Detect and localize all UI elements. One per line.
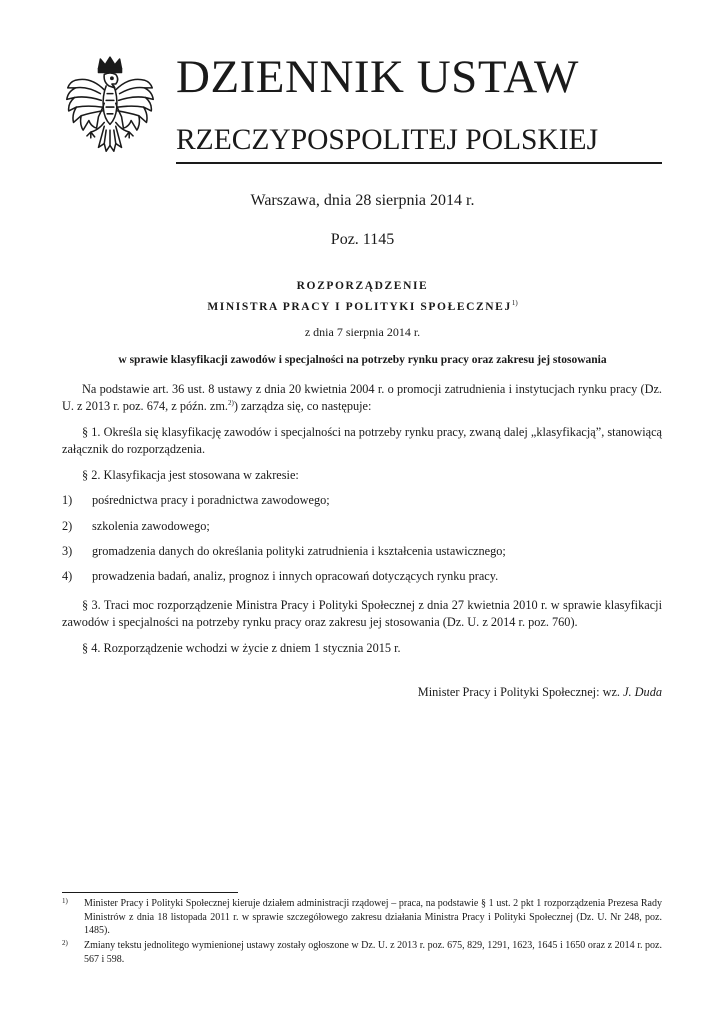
preamble-text-start: Na podstawie art. 36 ust. 8 ustawy z dnia 20 kwietnia 2004 r. o promocji zatrudnienia i instytucjach rynku pracy (Dz. U. z 2013 r. poz. 674, z późn. zm. [62, 382, 662, 413]
act-authority-text: MINISTRA PRACY I POLITYKI SPOŁECZNEJ [207, 301, 512, 313]
list-item-number: 2) [62, 519, 73, 533]
footnote-mark: 2) [62, 939, 68, 947]
preamble [62, 381, 662, 415]
polish-white-eagle-icon [62, 55, 158, 163]
act-type: ROZPORZĄDZENIE [296, 280, 429, 292]
section-1: § 1. Określa się klasyfikację zawodów i specjalności na potrzeby rynku pracy, zwaną dalej „klasyfikacją”, stanowiącą załącznik do rozporządzenia. [62, 425, 662, 456]
signature [418, 684, 662, 701]
footnote-text: Zmiany tekstu jednolitego wymienionej ustawy zostały ogłoszone w Dz. U. z 2013 r. poz. 675, 829, 1291, 1623, 1645 i 1650 oraz z 2014 r. poz. 567 i 598. [84, 940, 662, 965]
footnote-text: Minister Pracy i Polityki Społecznej kieruje działem administracji rządowej – praca, na podstawie § 1 ust. 2 pkt 1 rozporządzenia Prezesa Rady Ministrów z dnia 18 listopada 2011 r. w sprawie szczegółowego zakresu działania Ministra Pracy i Polityki Społecznej (Dz. U. Nr 248, poz. 1485). [84, 898, 662, 936]
list-item-number: 4) [62, 569, 73, 583]
section-2-intro: § 2. Klasyfikacja jest stosowana w zakresie: [82, 468, 299, 482]
act-subject: w sprawie klasyfikacji zawodów i specjalności na potrzeby rynku pracy oraz zakresu jej stosowania [118, 354, 607, 366]
list-item-text: gromadzenia danych do określania polityki zatrudnienia i kształcenia ustawicznego; [92, 544, 506, 558]
act-authority [0, 296, 725, 314]
list-item-text: prowadzenia badań, analiz, prognoz i innych opracowań dotyczących rynku pracy. [92, 569, 499, 583]
footnote-mark: 1) [62, 897, 68, 905]
section-4: § 4. Rozporządzenie wchodzi w życie z dniem 1 stycznia 2015 r. [82, 641, 401, 655]
footnote-ref-1: 1) [511, 299, 518, 307]
act-date: z dnia 7 sierpnia 2014 r. [304, 325, 421, 339]
footnote-divider [62, 892, 238, 893]
footnote-ref-2: 2) [227, 399, 234, 407]
list-item-number: 3) [62, 544, 73, 558]
dateline: Warszawa, dnia 28 sierpnia 2014 r. [250, 192, 475, 209]
footnote [62, 939, 662, 966]
masthead-divider [176, 162, 662, 164]
footnote [62, 897, 662, 938]
journal-title: DZIENNIK USTAW [176, 51, 579, 103]
signature-title: Minister Pracy i Polityki Społecznej: wz. [417, 685, 620, 699]
signature-name: J. Duda [623, 685, 662, 699]
journal-subtitle: RZECZYPOSPOLITEJ POLSKIEJ [176, 124, 599, 156]
section-3: § 3. Traci moc rozporządzenie Ministra Pracy i Polityki Społecznej z dnia 27 kwietnia 2010 r. w sprawie klasyfikacji zawodów i specjalności na potrzeby rynku pracy oraz zakresu jej stosowania (Dz. U. z 2014 r. poz. 760). [62, 598, 662, 629]
preamble-text-end: ) zarządza się, co następuje: [233, 399, 372, 413]
list-item-text: pośrednictwa pracy i poradnictwa zawodowego; [92, 493, 330, 507]
list-item-number: 1) [62, 493, 73, 507]
position-number: Poz. 1145 [330, 231, 395, 248]
list-item-text: szkolenia zawodowego; [92, 519, 210, 533]
